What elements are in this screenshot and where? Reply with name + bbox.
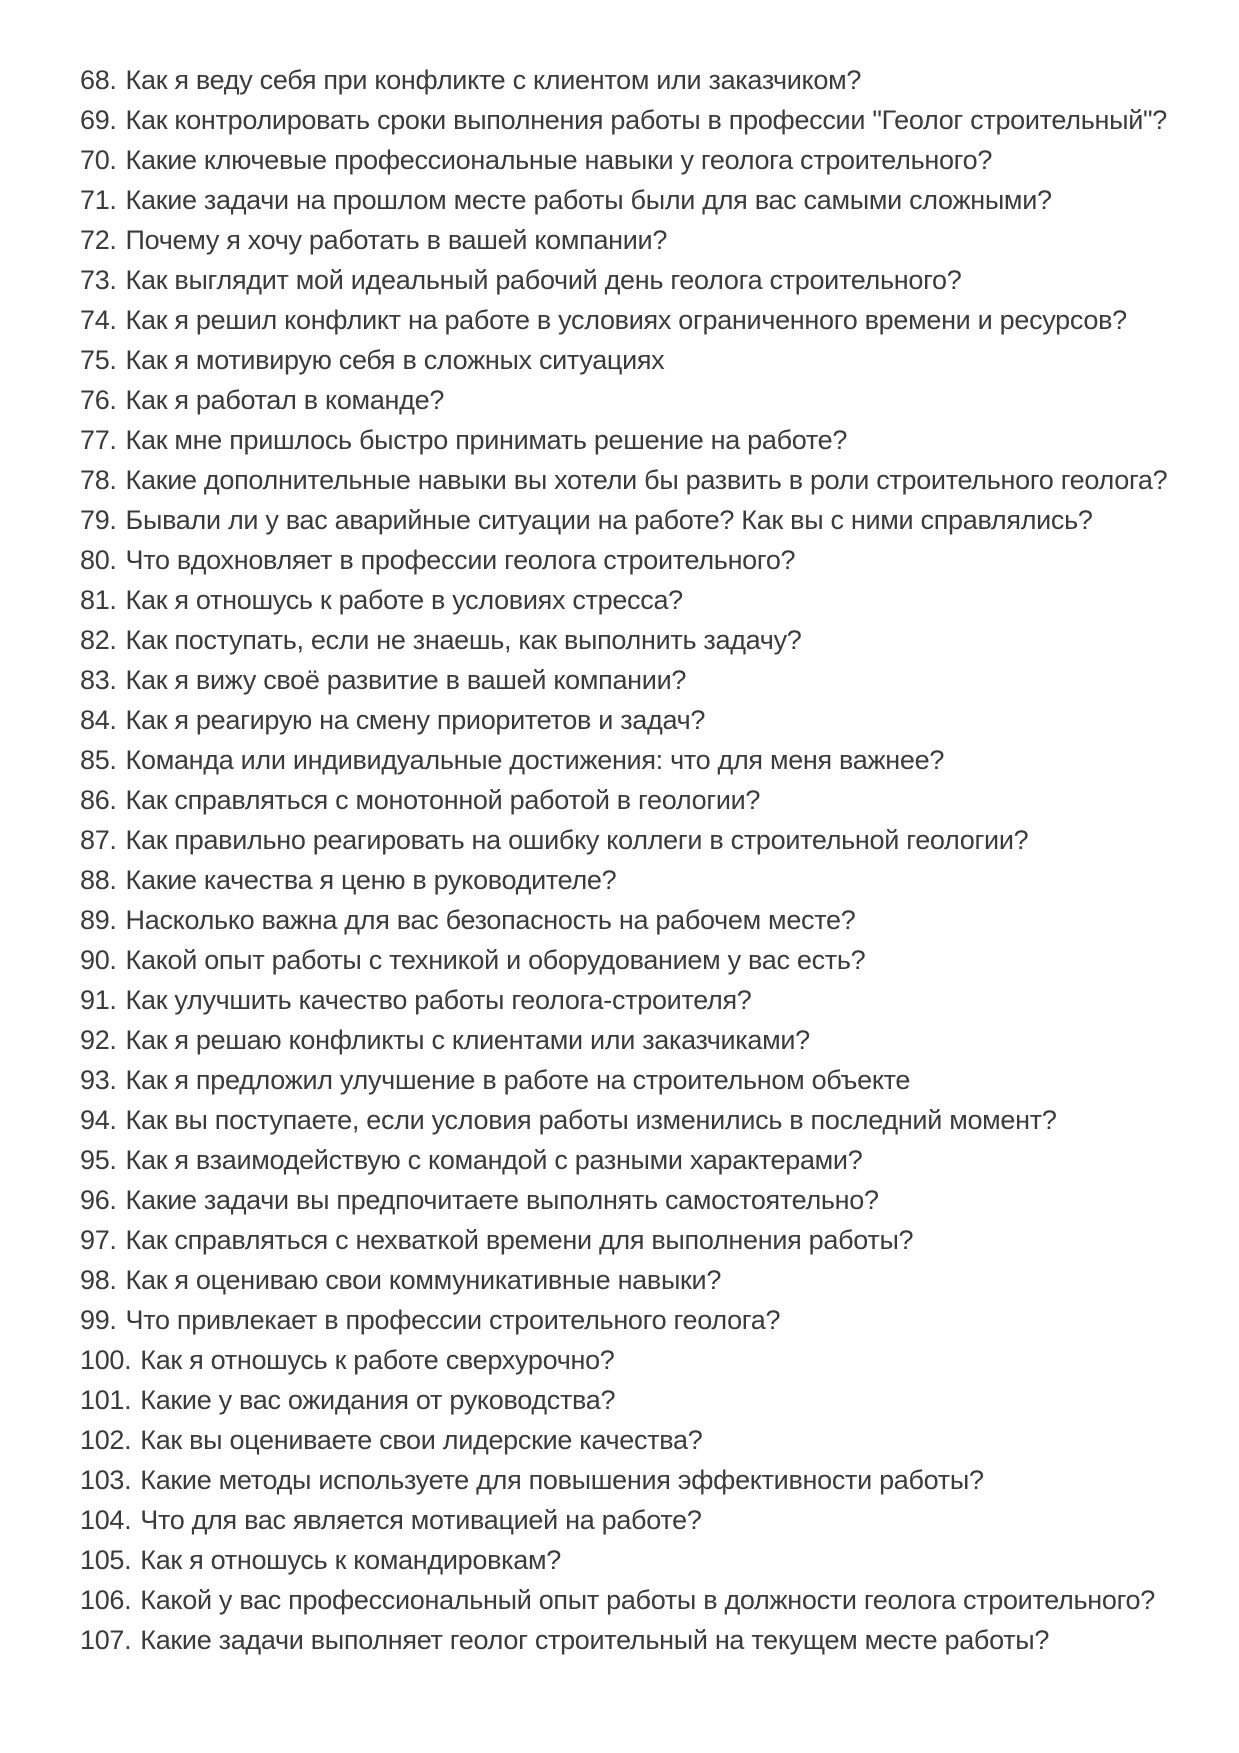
question-number: 93.	[80, 1065, 117, 1095]
question-item	[80, 1140, 1209, 1180]
question-number: 106.	[80, 1585, 132, 1615]
question-text: Какие методы используете для повышения эффективности работы?	[140, 1465, 984, 1495]
question-text: Что привлекает в профессии строительного геолога?	[125, 1305, 781, 1335]
question-text: Как я взаимодействую с командой с разными характерами?	[125, 1145, 863, 1175]
question-item	[80, 940, 1209, 980]
question-item	[80, 540, 1209, 580]
question-text: Как я мотивирую себя в сложных ситуациях	[125, 345, 665, 375]
question-item	[80, 1100, 1209, 1140]
question-item	[80, 340, 1209, 380]
question-text: Что вдохновляет в профессии геолога строительного?	[125, 545, 796, 575]
question-text: Как я отношусь к работе в условиях стресса?	[125, 585, 683, 615]
question-number: 105.	[80, 1545, 132, 1575]
question-text: Какие у вас ожидания от руководства?	[140, 1385, 616, 1415]
question-text: Какие задачи выполняет геолог строительный на текущем месте работы?	[140, 1625, 1050, 1655]
question-item	[80, 1020, 1209, 1060]
question-text: Какие качества я ценю в руководителе?	[125, 865, 617, 895]
question-number: 99.	[80, 1305, 117, 1335]
question-text: Почему я хочу работать в вашей компании?	[125, 225, 668, 255]
question-number: 82.	[80, 625, 117, 655]
question-item	[80, 1340, 1209, 1380]
question-text: Как я реагирую на смену приоритетов и задач?	[125, 705, 706, 735]
question-number: 103.	[80, 1465, 132, 1495]
question-number: 90.	[80, 945, 117, 975]
question-item	[80, 1180, 1209, 1220]
question-text: Как я отношусь к командировкам?	[140, 1545, 561, 1575]
question-number: 89.	[80, 905, 117, 935]
question-number: 78.	[80, 465, 117, 495]
question-text: Как я веду себя при конфликте с клиентом или заказчиком?	[125, 65, 862, 95]
question-number: 79.	[80, 505, 117, 535]
question-number: 74.	[80, 305, 117, 335]
question-number: 70.	[80, 145, 117, 175]
question-item	[80, 420, 1209, 460]
question-text: Команда или индивидуальные достижения: что для меня важнее?	[125, 745, 945, 775]
question-text: Как правильно реагировать на ошибку коллеги в строительной геологии?	[125, 825, 1029, 855]
question-item	[80, 300, 1209, 340]
question-item	[80, 740, 1209, 780]
question-item	[80, 100, 1209, 140]
question-number: 86.	[80, 785, 117, 815]
question-item	[80, 140, 1209, 180]
question-item	[80, 620, 1209, 660]
question-number: 92.	[80, 1025, 117, 1055]
question-item	[80, 460, 1209, 500]
question-item	[80, 180, 1209, 220]
question-number: 77.	[80, 425, 117, 455]
question-text: Как я решаю конфликты с клиентами или заказчиками?	[125, 1025, 810, 1055]
question-number: 88.	[80, 865, 117, 895]
question-number: 98.	[80, 1265, 117, 1295]
question-item	[80, 60, 1209, 100]
question-text: Как выглядит мой идеальный рабочий день геолога строительного?	[125, 265, 962, 295]
question-item	[80, 980, 1209, 1020]
question-text: Какие ключевые профессиональные навыки у геолога строительного?	[125, 145, 993, 175]
question-text: Какой опыт работы с техникой и оборудованием у вас есть?	[125, 945, 866, 975]
question-item	[80, 1540, 1209, 1580]
question-text: Насколько важна для вас безопасность на рабочем месте?	[125, 905, 856, 935]
question-item	[80, 220, 1209, 260]
question-number: 96.	[80, 1185, 117, 1215]
question-number: 102.	[80, 1425, 132, 1455]
question-text: Как вы оцениваете свои лидерские качества?	[140, 1425, 703, 1455]
question-number: 69.	[80, 105, 117, 135]
question-text: Как улучшить качество работы геолога-строителя?	[125, 985, 752, 1015]
question-number: 73.	[80, 265, 117, 295]
question-item	[80, 380, 1209, 420]
question-item	[80, 1260, 1209, 1300]
question-number: 104.	[80, 1505, 132, 1535]
question-number: 95.	[80, 1145, 117, 1175]
question-text: Как справляться с нехваткой времени для выполнения работы?	[125, 1225, 914, 1255]
question-number: 68.	[80, 65, 117, 95]
question-item	[80, 1380, 1209, 1420]
question-number: 83.	[80, 665, 117, 695]
question-number: 71.	[80, 185, 117, 215]
question-text: Как мне пришлось быстро принимать решение на работе?	[125, 425, 848, 455]
question-number: 107.	[80, 1625, 132, 1655]
question-item	[80, 1620, 1209, 1660]
question-text: Как контролировать сроки выполнения работы в профессии "Геолог строительный"?	[125, 105, 1167, 135]
question-item	[80, 1060, 1209, 1100]
question-text: Какие дополнительные навыки вы хотели бы развить в роли строительного геолога?	[125, 465, 1168, 495]
question-text: Какие задачи на прошлом месте работы были для вас самыми сложными?	[125, 185, 1052, 215]
question-text: Что для вас является мотивацией на работе?	[140, 1505, 702, 1535]
question-text: Какой у вас профессиональный опыт работы в должности геолога строительного?	[140, 1585, 1155, 1615]
question-item	[80, 1420, 1209, 1460]
question-number: 72.	[80, 225, 117, 255]
question-item	[80, 1300, 1209, 1340]
question-number: 100.	[80, 1345, 132, 1375]
question-number: 76.	[80, 385, 117, 415]
question-item	[80, 900, 1209, 940]
question-text: Как вы поступаете, если условия работы изменились в последний момент?	[125, 1105, 1057, 1135]
question-item	[80, 860, 1209, 900]
question-item	[80, 500, 1209, 540]
question-list	[80, 60, 1209, 1660]
question-item	[80, 700, 1209, 740]
question-item	[80, 1460, 1209, 1500]
question-text: Как я оцениваю свои коммуникативные навыки?	[125, 1265, 722, 1295]
question-item	[80, 780, 1209, 820]
question-item	[80, 260, 1209, 300]
question-text: Как я вижу своё развитие в вашей компании?	[125, 665, 687, 695]
question-text: Бывали ли у вас аварийные ситуации на работе? Как вы с ними справлялись?	[125, 505, 1093, 535]
question-item	[80, 580, 1209, 620]
question-number: 75.	[80, 345, 117, 375]
question-item	[80, 660, 1209, 700]
question-text: Как поступать, если не знаешь, как выполнить задачу?	[125, 625, 802, 655]
question-number: 91.	[80, 985, 117, 1015]
question-number: 97.	[80, 1225, 117, 1255]
question-number: 87.	[80, 825, 117, 855]
question-text: Как я работал в команде?	[125, 385, 445, 415]
question-number: 101.	[80, 1385, 132, 1415]
question-text: Как справляться с монотонной работой в геологии?	[125, 785, 761, 815]
question-text: Как я отношусь к работе сверхурочно?	[140, 1345, 615, 1375]
question-number: 84.	[80, 705, 117, 735]
question-number: 81.	[80, 585, 117, 615]
question-item	[80, 1500, 1209, 1540]
question-text: Какие задачи вы предпочитаете выполнять самостоятельно?	[125, 1185, 879, 1215]
question-item	[80, 1220, 1209, 1260]
question-text: Как я решил конфликт на работе в условиях ограниченного времени и ресурсов?	[125, 305, 1127, 335]
question-text: Как я предложил улучшение в работе на строительном объекте	[125, 1065, 911, 1095]
question-item	[80, 820, 1209, 860]
question-item	[80, 1580, 1209, 1620]
question-number: 80.	[80, 545, 117, 575]
question-number: 94.	[80, 1105, 117, 1135]
question-number: 85.	[80, 745, 117, 775]
